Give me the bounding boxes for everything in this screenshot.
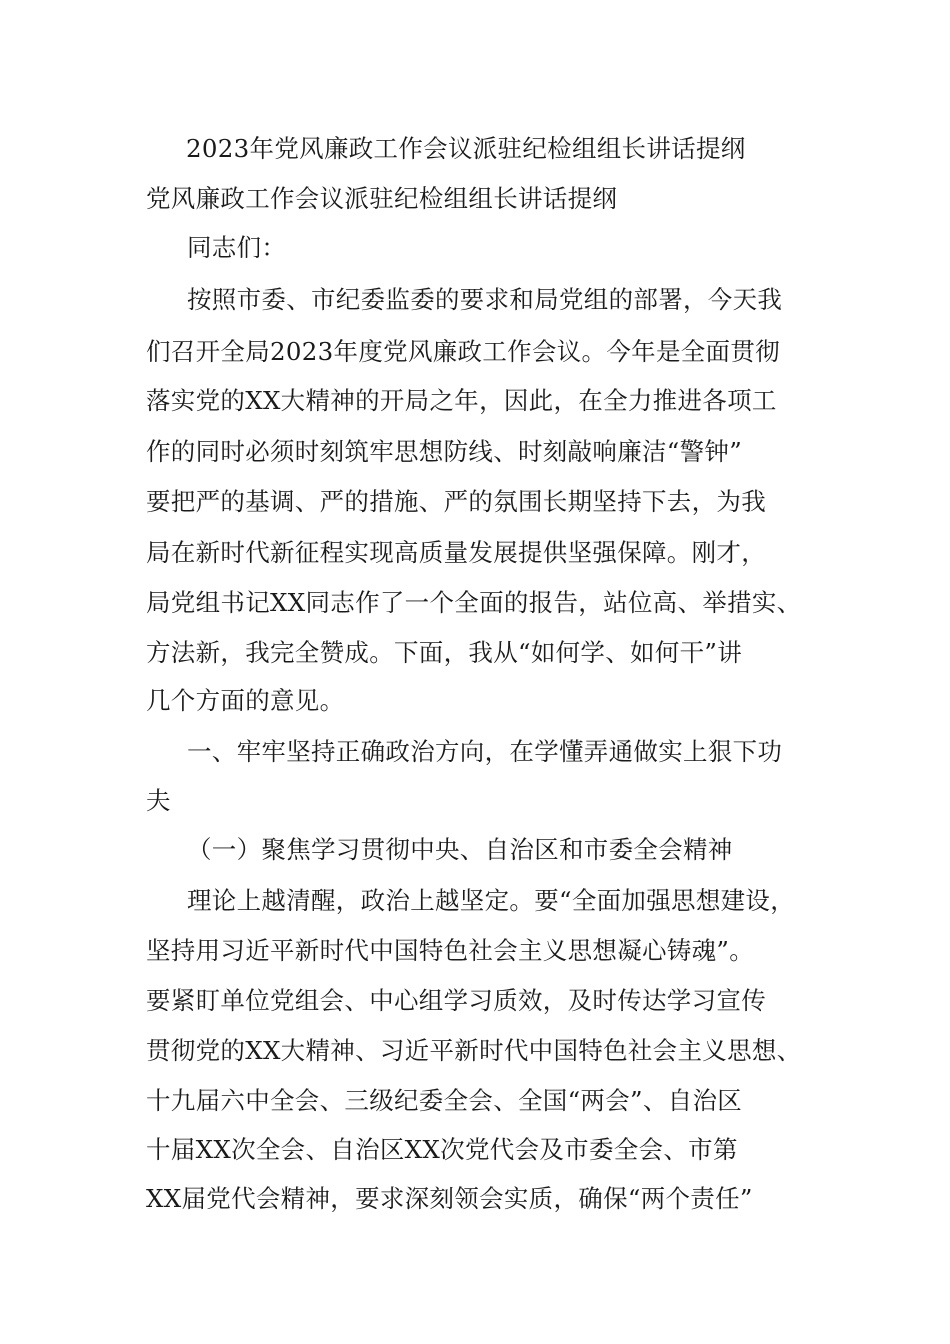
salutation: 同志们： [187,233,287,262]
paragraph-line: 方法新，我完全赞成。下面，我从“如何学、如何干”讲 [146,638,743,667]
paragraph-line: 落实党的XX大精神的开局之年，因此，在全力推进各项工 [146,386,777,415]
paragraph-line: 局在新时代新征程实现高质量发展提供坚强保障。刚才， [146,538,766,567]
paragraph-line: 十九届六中全会、三级纪委全会、全国“两会”、自治区 [146,1086,743,1115]
paragraph-line: 十届XX次全会、自治区XX次党代会及市委全会、市第 [146,1135,738,1164]
paragraph-line: 要把严的基调、严的措施、严的氛围长期坚持下去，为我 [146,487,766,516]
subsection-heading: （一）聚焦学习贯彻中央、自治区和市委全会精神 [187,835,733,864]
document-title: 2023年党风廉政工作会议派驻纪检组组长讲话提纲 [186,134,746,163]
paragraph-line: 按照市委、市纪委监委的要求和局党组的部署，今天我 [187,285,783,314]
paragraph-line: XX届党代会精神，要求深刻领会实质，确保“两个责任” [146,1184,753,1213]
document-subtitle: 党风廉政工作会议派驻纪检组组长讲话提纲 [146,184,618,213]
section-heading: 一、牢牢坚持正确政治方向，在学懂弄通做实上狠下功 [187,737,783,766]
paragraph-line: 们召开全局2023年度党风廉政工作会议。今年是全面贯彻 [146,337,780,366]
paragraph-line: 局党组书记XX同志作了一个全面的报告，站位高、举措实、 [146,588,802,617]
paragraph-line: 几个方面的意见。 [146,686,345,715]
paragraph-line: 贯彻党的XX大精神、习近平新时代中国特色社会主义思想、 [146,1036,802,1065]
section-heading: 夫 [146,786,171,815]
paragraph-line: 作的同时必须时刻筑牢思想防线、时刻敲响廉洁“警钟” [146,437,743,466]
paragraph-line: 坚持用习近平新时代中国特色社会主义思想凝心铸魂”。 [146,936,755,965]
paragraph-line: 理论上越清醒，政治上越坚定。要“全面加强思想建设， [187,886,796,915]
paragraph-line: 要紧盯单位党组会、中心组学习质效，及时传达学习宣传 [146,986,766,1015]
